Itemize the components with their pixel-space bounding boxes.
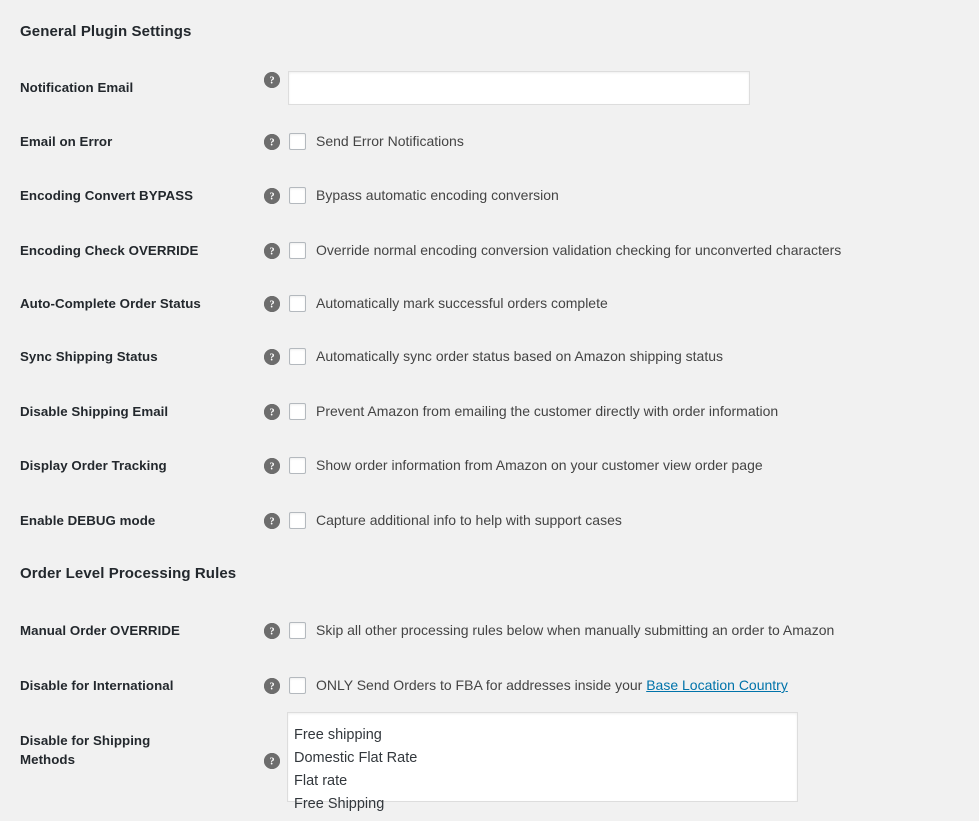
- auto-complete-order-status-description: Automatically mark successful orders complete: [316, 295, 608, 311]
- control-disable-for-international: [264, 677, 979, 694]
- control-notification-email: [264, 71, 979, 105]
- help-tip-icon[interactable]: [264, 458, 280, 474]
- row-notification-email: [0, 75, 979, 119]
- svg-text:?: ?: [269, 246, 275, 258]
- control-disable-shipping-email: [264, 403, 979, 420]
- encoding-check-override-checkbox[interactable]: [289, 242, 306, 259]
- svg-text:?: ?: [269, 756, 275, 768]
- control-encoding-check-override: [264, 242, 979, 259]
- control-sync-shipping-status: [264, 348, 979, 365]
- label-disable-for-shipping-methods-line1: Disable for Shipping: [20, 733, 151, 748]
- label-encoding-check-override: Encoding Check OVERRIDE: [20, 243, 199, 258]
- svg-text:?: ?: [269, 75, 275, 87]
- help-tip-icon[interactable]: [264, 349, 280, 365]
- list-item[interactable]: Free shipping: [294, 727, 382, 743]
- row-encoding-convert-bypass: [0, 187, 979, 227]
- label-sync-shipping-status: Sync Shipping Status: [20, 349, 158, 364]
- label-disable-for-international: Disable for International: [20, 678, 174, 693]
- svg-text:?: ?: [269, 461, 275, 473]
- display-order-tracking-checkbox[interactable]: [289, 457, 306, 474]
- sync-shipping-status-checkbox[interactable]: [289, 348, 306, 365]
- svg-text:?: ?: [269, 407, 275, 419]
- help-tip-icon[interactable]: [264, 678, 280, 694]
- control-manual-order-override: [264, 622, 979, 639]
- label-manual-order-override: Manual Order OVERRIDE: [20, 623, 180, 638]
- help-tip-icon[interactable]: [264, 134, 280, 150]
- label-encoding-convert-bypass: Encoding Convert BYPASS: [20, 188, 194, 203]
- base-location-country-link[interactable]: Base Location Country: [646, 677, 788, 693]
- list-item[interactable]: Flat rate: [294, 773, 348, 789]
- encoding-convert-bypass-checkbox[interactable]: [289, 187, 306, 204]
- control-enable-debug-mode: [264, 512, 979, 529]
- row-display-order-tracking: [0, 457, 979, 497]
- label-auto-complete-order-status: Auto-Complete Order Status: [20, 296, 201, 311]
- disable-for-international-description: [316, 677, 788, 694]
- label-email-on-error: Email on Error: [20, 134, 113, 149]
- label-disable-for-shipping-methods: [20, 731, 260, 770]
- row-auto-complete-order-status: [0, 295, 979, 335]
- help-tip-icon[interactable]: [264, 243, 280, 259]
- disable-shipping-email-checkbox[interactable]: [289, 403, 306, 420]
- list-item[interactable]: Domestic Flat Rate: [294, 750, 418, 766]
- svg-text:?: ?: [269, 191, 275, 203]
- help-tip-icon[interactable]: [264, 753, 280, 769]
- section-heading-general: General Plugin Settings: [20, 23, 192, 40]
- help-tip-icon[interactable]: [264, 188, 280, 204]
- svg-text:?: ?: [269, 516, 275, 528]
- row-email-on-error: [0, 133, 979, 173]
- display-order-tracking-description: Show order information from Amazon on your customer view order page: [316, 457, 763, 473]
- help-tip-icon[interactable]: [264, 72, 280, 88]
- manual-order-override-description: Skip all other processing rules below when manually submitting an order to Amazon: [316, 622, 835, 638]
- control-email-on-error: [264, 133, 979, 150]
- help-tip-icon[interactable]: [264, 623, 280, 639]
- auto-complete-order-status-checkbox[interactable]: [289, 295, 306, 312]
- encoding-convert-bypass-description: Bypass automatic encoding conversion: [316, 187, 559, 203]
- help-tip-icon[interactable]: [264, 404, 280, 420]
- email-on-error-description: Send Error Notifications: [316, 133, 464, 149]
- help-tip-icon[interactable]: [264, 296, 280, 312]
- row-sync-shipping-status: [0, 348, 979, 388]
- shipping-methods-listbox-scroll: [288, 701, 797, 816]
- disable-for-international-checkbox[interactable]: [289, 677, 306, 694]
- control-display-order-tracking: [264, 457, 979, 474]
- sync-shipping-status-description: Automatically sync order status based on Amazon shipping status: [316, 348, 723, 364]
- email-on-error-checkbox[interactable]: [289, 133, 306, 150]
- section-heading-order-level-processing-rules: Order Level Processing Rules: [20, 565, 237, 582]
- svg-text:?: ?: [269, 137, 275, 149]
- notification-email-input[interactable]: [288, 71, 750, 105]
- disable-for-international-description-prefix: ONLY Send Orders to FBA for addresses inside your: [316, 677, 647, 693]
- manual-order-override-checkbox[interactable]: [289, 622, 306, 639]
- label-enable-debug-mode: Enable DEBUG mode: [20, 513, 156, 528]
- encoding-check-override-description: Override normal encoding conversion validation checking for unconverted characters: [316, 242, 842, 258]
- label-notification-email: Notification Email: [20, 80, 134, 95]
- svg-text:?: ?: [269, 352, 275, 364]
- control-auto-complete-order-status: [264, 295, 979, 312]
- disable-shipping-email-description: Prevent Amazon from emailing the customer directly with order information: [316, 403, 779, 419]
- label-display-order-tracking: Display Order Tracking: [20, 458, 167, 473]
- shipping-methods-listbox[interactable]: [287, 712, 798, 812]
- label-disable-shipping-email: Disable Shipping Email: [20, 404, 169, 419]
- enable-debug-mode-checkbox[interactable]: [289, 512, 306, 529]
- label-disable-for-shipping-methods-line2: Methods: [20, 752, 76, 768]
- svg-text:?: ?: [269, 626, 275, 638]
- row-disable-shipping-email: [0, 403, 979, 443]
- list-item[interactable]: Free Shipping: [294, 796, 385, 812]
- row-enable-debug-mode: [0, 512, 979, 552]
- enable-debug-mode-description: Capture additional info to help with support cases: [316, 512, 622, 528]
- list-item[interactable]: [288, 701, 797, 724]
- row-encoding-check-override: [0, 242, 979, 282]
- help-tip-icon[interactable]: [264, 513, 280, 529]
- control-encoding-convert-bypass: [264, 187, 979, 204]
- svg-text:?: ?: [269, 681, 275, 693]
- row-manual-order-override: [0, 622, 979, 662]
- svg-text:?: ?: [269, 299, 275, 311]
